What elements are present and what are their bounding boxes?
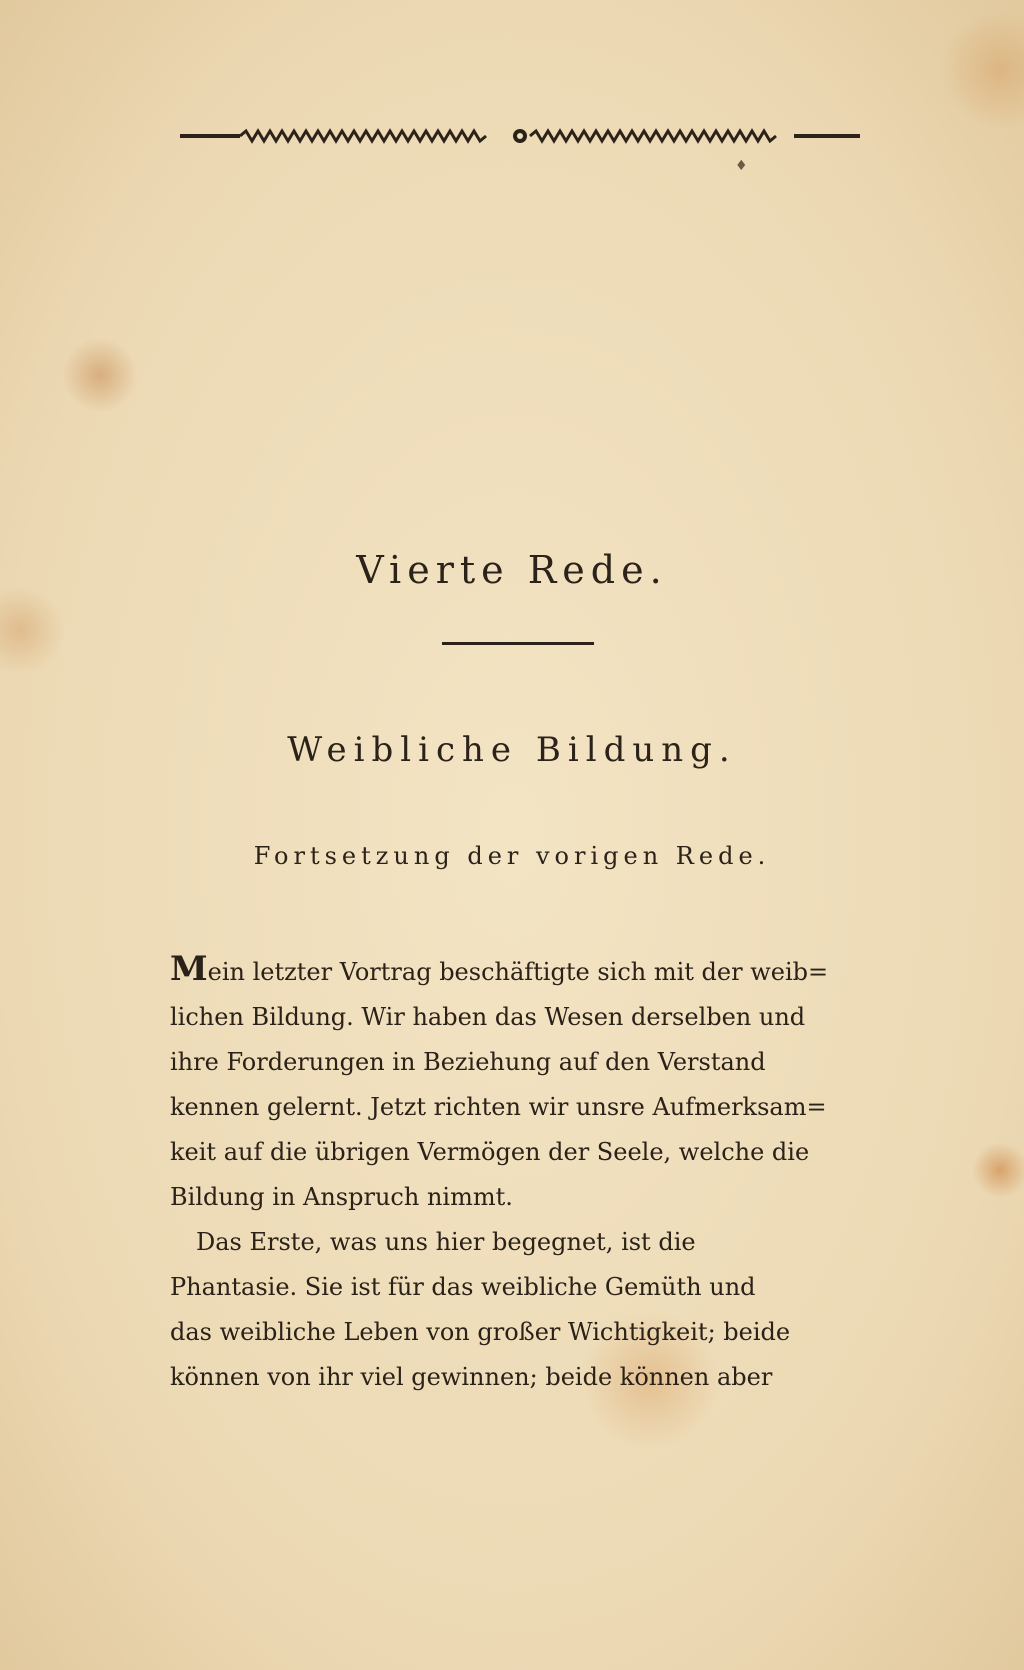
ornament-divider	[180, 128, 860, 144]
paragraph-2	[170, 1220, 850, 1400]
text-line: das weibliche Leben von großer Wichtigkeit; beide	[170, 1318, 791, 1346]
text-line: kennen gelernt. Jetzt richten wir unsre Aufmerksam=	[170, 1093, 827, 1121]
text-line: Phantasie. Sie ist für das weibliche Gemüth und	[170, 1273, 756, 1301]
body-text	[170, 950, 850, 1400]
chapter-title: Vierte Rede.	[356, 548, 668, 592]
text-line: keit auf die übrigen Vermögen der Seele, welche die	[170, 1138, 810, 1166]
paragraph-1	[170, 950, 850, 1220]
ink-speck: ♦	[735, 158, 748, 174]
text-line: Das Erste, was uns hier begegnet, ist die	[196, 1228, 696, 1256]
text-line: lichen Bildung. Wir haben das Wesen derselben und	[170, 1003, 806, 1031]
title-rule	[442, 642, 594, 645]
text-line: Bildung in Anspruch nimmt.	[170, 1183, 513, 1211]
text-line	[170, 950, 850, 995]
text-line: können von ihr viel gewinnen; beide können aber	[170, 1363, 773, 1391]
subtitle: Fortsetzung der vorigen Rede.	[253, 842, 771, 870]
text-line-content: ein letzter Vortrag beschäftigte sich mit der weib=	[207, 958, 829, 986]
text-line: ihre Forderungen in Beziehung auf den Verstand	[170, 1048, 766, 1076]
drop-cap: M	[170, 949, 208, 989]
section-title: Weibliche Bildung.	[287, 730, 737, 770]
